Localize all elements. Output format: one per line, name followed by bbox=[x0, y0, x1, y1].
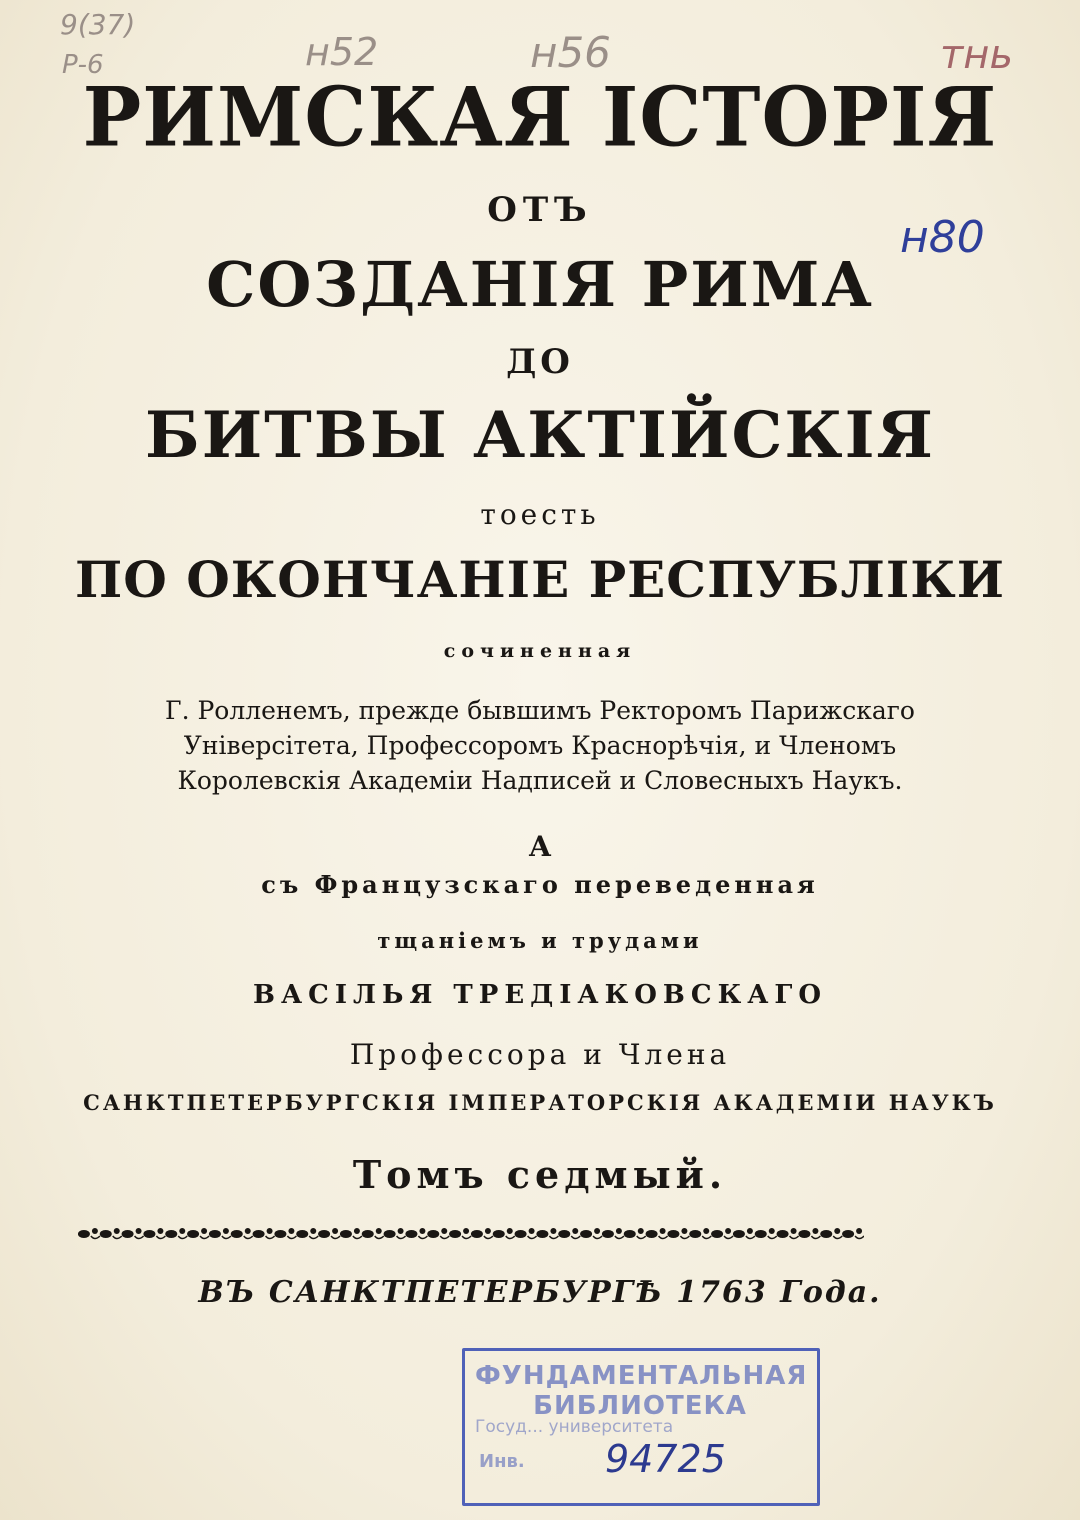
ornament-leaf bbox=[318, 1230, 330, 1238]
ornament-curl bbox=[528, 1236, 537, 1239]
ornament-dot bbox=[201, 1228, 207, 1234]
ornament-curl bbox=[156, 1236, 165, 1239]
ornament-leaf bbox=[78, 1230, 90, 1238]
ornament-dot bbox=[398, 1228, 404, 1234]
ornament-curl bbox=[746, 1236, 755, 1239]
ornament-leaf bbox=[536, 1230, 548, 1238]
ornament-dot bbox=[114, 1228, 120, 1234]
conjunction-a: А bbox=[528, 830, 552, 863]
stamp-body: Госуд... университета bbox=[475, 1417, 674, 1437]
ornament-leaf bbox=[253, 1230, 265, 1238]
ornament-dot bbox=[638, 1228, 644, 1234]
ornament-curl bbox=[266, 1236, 275, 1239]
ornament-dot bbox=[725, 1228, 731, 1234]
ornament-curl bbox=[680, 1236, 689, 1239]
pencil-note-2: н56 bbox=[530, 28, 611, 77]
ornament-curl bbox=[615, 1236, 624, 1239]
ornament-leaf bbox=[122, 1230, 134, 1238]
ornament-dot bbox=[419, 1228, 425, 1234]
title-republic: ПО ОКОНЧАНІЕ РЕСПУБЛІКИ bbox=[75, 550, 1005, 609]
ornament-leaf bbox=[100, 1230, 112, 1238]
ornament-curl bbox=[178, 1236, 187, 1239]
ornament-curl bbox=[135, 1236, 144, 1239]
ornament-curl bbox=[375, 1236, 384, 1239]
ornament-dot bbox=[834, 1228, 840, 1234]
ornament-leaf bbox=[711, 1230, 723, 1238]
ornament-dot bbox=[267, 1228, 273, 1234]
ornament-rule bbox=[78, 1220, 864, 1248]
ornament-dot bbox=[507, 1228, 513, 1234]
ornament-dot bbox=[441, 1228, 447, 1234]
ornament-leaf bbox=[515, 1230, 527, 1238]
ornament-leaf bbox=[231, 1230, 243, 1238]
ornament-leaf bbox=[296, 1230, 308, 1238]
ornament-curl bbox=[244, 1236, 253, 1239]
ornament-leaf bbox=[493, 1230, 505, 1238]
ornament-dot bbox=[332, 1228, 338, 1234]
ornament-leaf bbox=[842, 1230, 854, 1238]
ornament-curl bbox=[571, 1236, 580, 1239]
ornament-leaf bbox=[689, 1230, 701, 1238]
ornament-leaf bbox=[471, 1230, 483, 1238]
shelfmark-bottom: Р-6 bbox=[62, 50, 104, 80]
ornament-curl bbox=[637, 1236, 646, 1239]
ornament-curl bbox=[855, 1236, 864, 1239]
author-line-3: Королевскія Академіи Надписей и Словесныхъ Наукъ. bbox=[177, 766, 903, 795]
ornament-leaf bbox=[274, 1230, 286, 1238]
ornament-leaf bbox=[187, 1230, 199, 1238]
ornament-curl bbox=[440, 1236, 449, 1239]
ornament-dot bbox=[529, 1228, 535, 1234]
ornament-curl bbox=[462, 1236, 471, 1239]
ink-note: н80 bbox=[900, 212, 985, 263]
ornament-curl bbox=[506, 1236, 515, 1239]
ornament-leaf bbox=[165, 1230, 177, 1238]
ornament-curl bbox=[768, 1236, 777, 1239]
ornament-curl bbox=[331, 1236, 340, 1239]
ornament-curl bbox=[833, 1236, 842, 1239]
translator-role: Профессора и Члена bbox=[349, 1038, 731, 1071]
ornament-leaf bbox=[733, 1230, 745, 1238]
shelfmark-top: 9(37) bbox=[60, 8, 136, 41]
ornament-leaf bbox=[143, 1230, 155, 1238]
pencil-note-3: тнь bbox=[940, 32, 1014, 78]
ornament-curl bbox=[309, 1236, 318, 1239]
ornament-leaf bbox=[209, 1230, 221, 1238]
composed-label: сочиненная bbox=[443, 640, 637, 662]
title-to: ДО bbox=[506, 342, 574, 382]
ornament-curl bbox=[702, 1236, 711, 1239]
ornament-leaf bbox=[405, 1230, 417, 1238]
academy-name: САНКТПЕТЕРБУРГСКІЯ ІМПЕРАТОРСКІЯ АКАДЕМІИ НАУКЪ bbox=[83, 1090, 997, 1115]
ornament-dot bbox=[856, 1228, 862, 1234]
ornament-curl bbox=[549, 1236, 558, 1239]
ornament-leaf bbox=[646, 1230, 658, 1238]
ornament-leaf bbox=[362, 1230, 374, 1238]
title-founding: СОЗДАНІЯ РИМА bbox=[206, 248, 874, 321]
ornament-curl bbox=[593, 1236, 602, 1239]
pencil-note-1: н52 bbox=[305, 30, 379, 74]
ornament-curl bbox=[113, 1236, 122, 1239]
ornament-leaf bbox=[820, 1230, 832, 1238]
ornament-leaf bbox=[427, 1230, 439, 1238]
ornament-dot bbox=[812, 1228, 818, 1234]
ornament-curl bbox=[222, 1236, 231, 1239]
ornament-dot bbox=[223, 1228, 229, 1234]
author-line-1: Г. Ролленемъ, прежде бывшимъ Ректоромъ Парижскаго bbox=[165, 696, 915, 725]
ornament-leaf bbox=[580, 1230, 592, 1238]
ornament-dot bbox=[747, 1228, 753, 1234]
ornament-curl bbox=[287, 1236, 296, 1239]
ornament-dot bbox=[288, 1228, 294, 1234]
ornament-curl bbox=[659, 1236, 668, 1239]
title-from: ОТЪ bbox=[487, 190, 593, 230]
ornament-leaf bbox=[384, 1230, 396, 1238]
ornament-dot bbox=[594, 1228, 600, 1234]
ornament-dot bbox=[485, 1228, 491, 1234]
ornament-leaf bbox=[667, 1230, 679, 1238]
ornament-dot bbox=[310, 1228, 316, 1234]
ornament-leaf bbox=[602, 1230, 614, 1238]
ornament-dot bbox=[681, 1228, 687, 1234]
inventory-number: 94725 bbox=[605, 1437, 726, 1481]
ornament-leaf bbox=[449, 1230, 461, 1238]
by-effort: тщаніемъ и трудами bbox=[377, 928, 703, 953]
ornament-curl bbox=[353, 1236, 362, 1239]
ornament-curl bbox=[790, 1236, 799, 1239]
ornament-leaf bbox=[798, 1230, 810, 1238]
ornament-dot bbox=[376, 1228, 382, 1234]
ornament-dot bbox=[179, 1228, 185, 1234]
ornament-dot bbox=[616, 1228, 622, 1234]
stamp-header: ФУНДАМЕНТАЛЬНАЯ БИБЛИОТЕКА bbox=[475, 1361, 808, 1421]
ornament-curl bbox=[397, 1236, 406, 1239]
ornament-curl bbox=[811, 1236, 820, 1239]
ornament-leaf bbox=[624, 1230, 636, 1238]
ornament-curl bbox=[200, 1236, 209, 1239]
ornament-dot bbox=[157, 1228, 163, 1234]
ornament-leaf bbox=[340, 1230, 352, 1238]
ornament-leaf bbox=[777, 1230, 789, 1238]
ornament-curl bbox=[91, 1236, 100, 1239]
ornament-dot bbox=[245, 1228, 251, 1234]
ornament-dot bbox=[463, 1228, 469, 1234]
title-that-is: тоесть bbox=[480, 498, 600, 531]
ornament-leaf bbox=[558, 1230, 570, 1238]
ornament-dot bbox=[769, 1228, 775, 1234]
ornament-dot bbox=[550, 1228, 556, 1234]
ornament-leaf bbox=[755, 1230, 767, 1238]
author-line-2: Універсітета, Профессоромъ Краснорѣчія, и Членомъ bbox=[183, 731, 897, 760]
stamp-prefix: Инв. bbox=[479, 1451, 525, 1472]
ornament-dot bbox=[572, 1228, 578, 1234]
title-battle: БИТВЫ АКТІЙСКІЯ bbox=[145, 398, 935, 473]
title-main: РИМСКАЯ ІСТОРІЯ bbox=[82, 69, 998, 166]
ornament-dot bbox=[92, 1228, 98, 1234]
ornament-dot bbox=[354, 1228, 360, 1234]
ornament-dot bbox=[136, 1228, 142, 1234]
ornament-dot bbox=[791, 1228, 797, 1234]
volume-label: Томъ седмый. bbox=[352, 1152, 728, 1197]
imprint: ВЪ САНКТПЕТЕРБУРГѢ 1763 Года. bbox=[198, 1275, 882, 1310]
ornament-dot bbox=[703, 1228, 709, 1234]
ornament-dot bbox=[660, 1228, 666, 1234]
translator-name: ВАСІЛЬЯ ТРЕДІАКОВСКАГО bbox=[253, 980, 827, 1010]
ornament-curl bbox=[724, 1236, 733, 1239]
ornament-curl bbox=[484, 1236, 493, 1239]
library-stamp bbox=[462, 1348, 820, 1506]
translated-from-french: съ Французскаго переведенная bbox=[261, 870, 819, 899]
ornament-curl bbox=[418, 1236, 427, 1239]
